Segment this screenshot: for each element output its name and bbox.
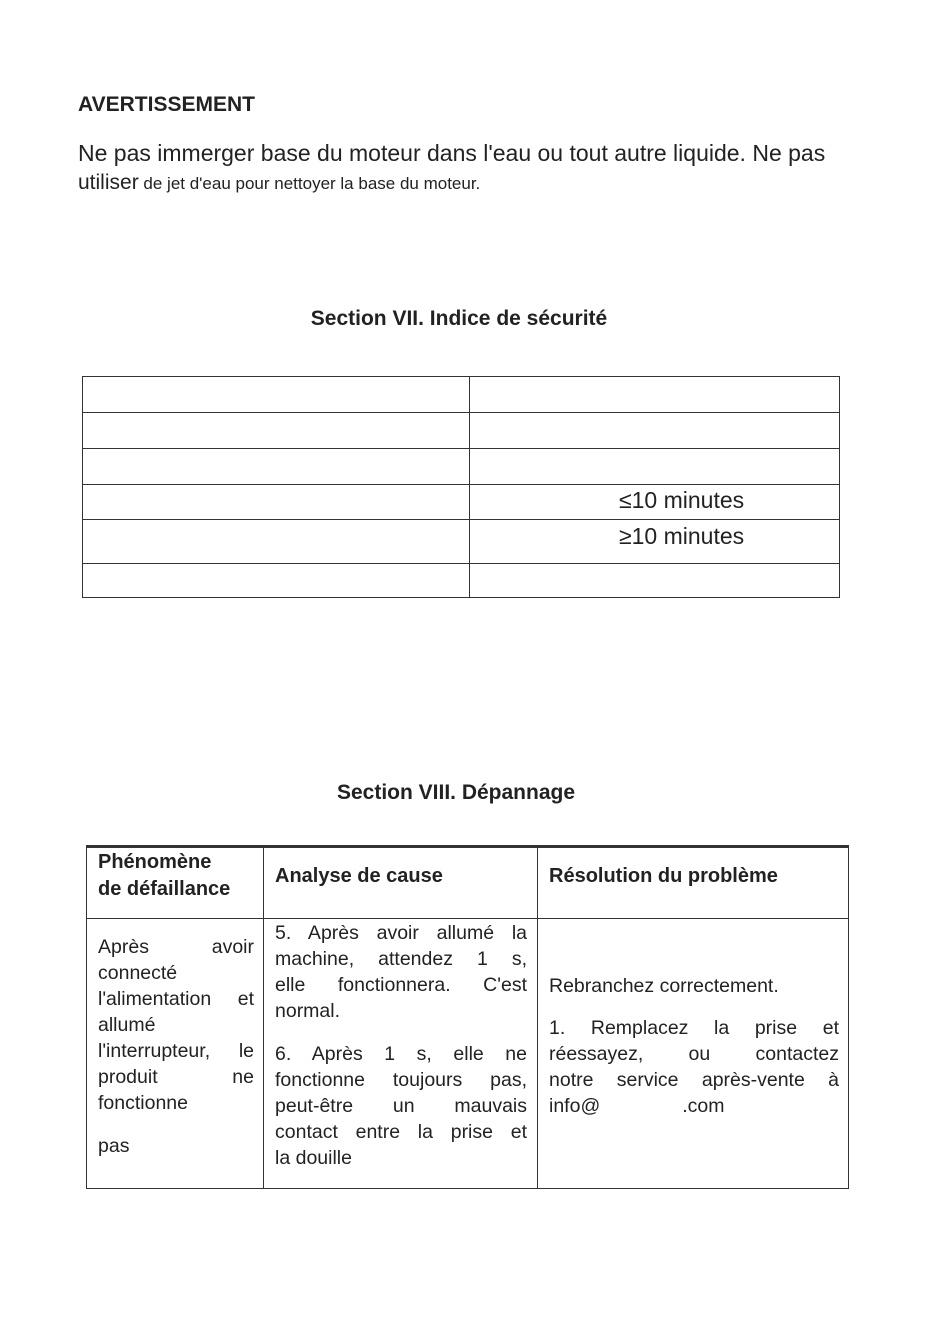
header-phenomenon [98, 849, 230, 903]
phenomenon-line: connecté [98, 962, 178, 984]
cause-6-cell [275, 1041, 527, 1171]
table-row-divider [83, 484, 839, 485]
cause-line: normal. [275, 1000, 341, 1022]
warning-text-line2-rest: de jet d'eau pour nettoyer la base du moteur. [138, 174, 481, 193]
cause-line: 6. Après 1 s, elle ne [275, 1043, 527, 1065]
email-prefix: info@ [549, 1095, 601, 1117]
table-top-border [86, 845, 849, 848]
resolution-1: Rebranchez correctement. [549, 975, 779, 997]
cause-line: la douille [275, 1147, 352, 1169]
troubleshooting-table [86, 846, 849, 1189]
phenomenon-line: l'alimentation et [98, 988, 254, 1010]
email-suffix: .com [682, 1095, 725, 1117]
table-row-divider [83, 412, 839, 413]
safety-row-5-value: ≥10 minutes [619, 523, 745, 549]
cause-5-cell [275, 920, 527, 1024]
safety-index-table [82, 376, 840, 598]
warning-text-line1: Ne pas immerger base du moteur dans l'eau ou tout autre liquide. Ne pas [78, 140, 826, 166]
table-row-divider [83, 519, 839, 520]
header-cause: Analyse de cause [275, 865, 443, 887]
cause-line: fonctionne toujours pas, [275, 1069, 527, 1091]
phenomenon-line: Après avoir [98, 936, 254, 958]
header-phenomenon-line2: de défaillance [98, 878, 231, 900]
resolution-line: réessayez, ou contactez [549, 1043, 839, 1065]
phenomenon-line: allumé [98, 1014, 156, 1036]
table-column-divider [537, 847, 538, 1188]
table-column-divider [469, 377, 470, 597]
phenomenon-line: produit ne [98, 1066, 254, 1088]
table-column-divider [263, 847, 264, 1188]
section-7-title: Section VII. Indice de sécurité [310, 307, 608, 330]
cause-line: contact entre la prise et [275, 1121, 527, 1143]
header-resolution: Résolution du problème [549, 865, 778, 887]
cause-line: peut-être un mauvais [275, 1095, 527, 1117]
resolution-line: 1. Remplacez la prise et [549, 1017, 839, 1039]
resolution-2-cell [549, 1015, 839, 1119]
table-row-divider [83, 448, 839, 449]
section-8-title: Section VIII. Dépannage [336, 781, 576, 804]
table-row-divider [83, 563, 839, 564]
cause-line: machine, attendez 1 s, [275, 948, 527, 970]
warning-text-line2-start: utiliser [78, 171, 139, 194]
cause-line: elle fonctionnera. C'est [275, 974, 527, 996]
table-header-divider [87, 918, 848, 919]
phenomenon-line: fonctionne [98, 1092, 188, 1114]
warning-title: AVERTISSEMENT [78, 93, 255, 116]
phenomenon-line: l'interrupteur, le [98, 1040, 254, 1062]
resolution-email-line [549, 1093, 839, 1119]
cause-line: 5. Après avoir allumé la [275, 922, 527, 944]
phenomenon-cell [98, 934, 254, 1116]
safety-row-4-value: ≤10 minutes [619, 487, 745, 513]
header-phenomenon-line1: Phénomène [98, 851, 212, 873]
phenomenon-tail: pas [98, 1135, 130, 1157]
warning-text-line2 [78, 171, 480, 195]
resolution-line: notre service après-vente à [549, 1069, 839, 1091]
